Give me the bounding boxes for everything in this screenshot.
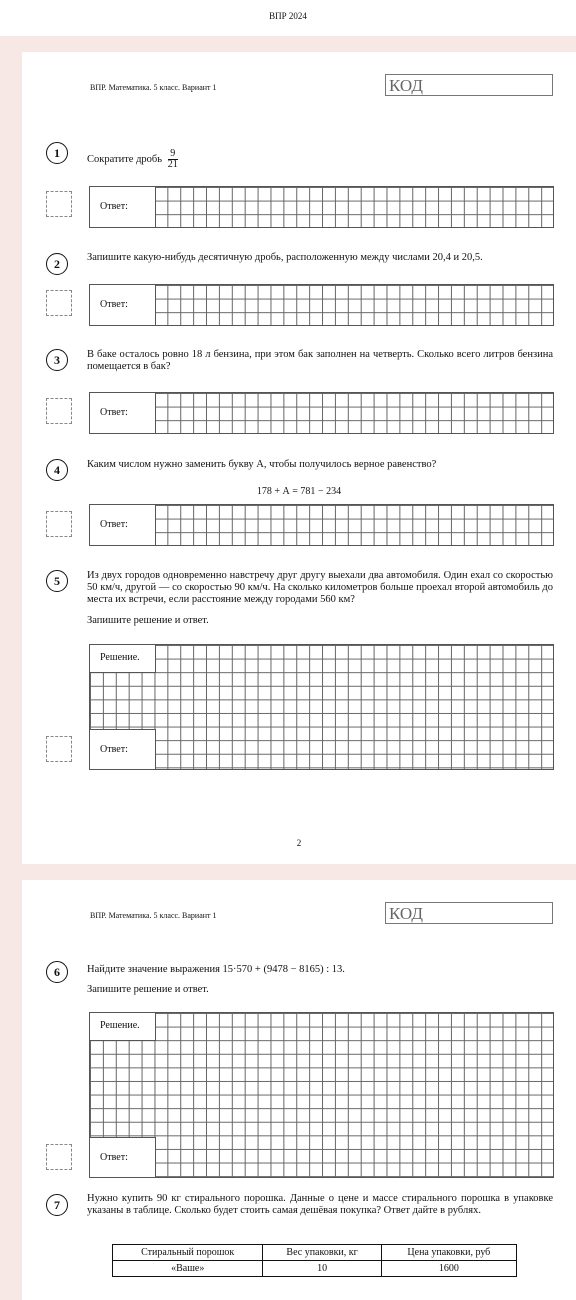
table-cell: «Ваше» [113, 1261, 263, 1277]
question-number: 5 [46, 570, 68, 592]
solution-label: Решение. [90, 645, 156, 673]
table-header: Цена упаковки, руб [381, 1245, 516, 1261]
table-header: Вес упаковки, кг [263, 1245, 381, 1261]
question-6-text: Найдите значение выражения 15·570 + (9478 − 8165) : 13. [87, 964, 345, 975]
question-5-instruction: Запишите решение и ответ. [87, 615, 209, 626]
answer-label: Ответ: [90, 729, 156, 769]
subject-line: ВПР. Математика. 5 класс. Вариант 1 [90, 83, 217, 92]
question-number: 4 [46, 459, 68, 481]
question-7-text: Нужно купить 90 кг стирального порошка. Данные о цене и массе стирального порошка в упаковке указаны в таблице. Сколько будет стоить самая дешёвая покупка? Ответ дайте в рублях. [87, 1193, 553, 1216]
answer-label: Ответ: [90, 505, 156, 545]
answer-label: Ответ: [90, 285, 156, 325]
score-box [46, 736, 72, 762]
solution-label: Решение. [90, 1013, 156, 1041]
question-number: 2 [46, 253, 68, 275]
question-5-text: Из двух городов одновременно навстречу друг другу выехали два автомобиля. Один ехал со скоростью 50 км/ч, другой — со скоростью 90 км/ч. На сколько километров больше проехал второй автомобиль до места их встречи, если расстояние между городами 560 км? [87, 570, 553, 605]
subject-line: ВПР. Математика. 5 класс. Вариант 1 [90, 911, 217, 920]
question-number: 6 [46, 961, 68, 983]
score-box [46, 191, 72, 217]
equation: 178 + А = 781 − 234 [256, 486, 342, 497]
price-table [112, 1244, 517, 1277]
answer-grid-1[interactable] [89, 186, 554, 228]
answer-grid-4[interactable] [89, 504, 554, 546]
answer-grid-2[interactable] [89, 284, 554, 326]
fraction [168, 149, 178, 170]
answer-label: Ответ: [90, 393, 156, 433]
table-header: Стиральный порошок [113, 1245, 263, 1261]
fraction-denominator: 21 [167, 159, 178, 170]
fraction-numerator: 9 [168, 149, 178, 160]
document-title: ВПР 2024 [269, 11, 307, 21]
score-box [46, 511, 72, 537]
kod-field[interactable]: КОД [385, 74, 553, 96]
score-box [46, 398, 72, 424]
table-cell: 10 [263, 1261, 381, 1277]
viewer-top-bar [0, 0, 576, 36]
table-row [113, 1261, 517, 1277]
solution-grid-6[interactable] [89, 1012, 554, 1178]
answer-grid-3[interactable] [89, 392, 554, 434]
question-4-text: Каким числом нужно заменить букву А, чтобы получилось верное равенство? [87, 459, 437, 470]
question-6-instruction: Запишите решение и ответ. [87, 984, 209, 995]
question-number: 7 [46, 1194, 68, 1216]
question-1-text: Сократите дробь [87, 153, 163, 165]
question-number: 1 [46, 142, 68, 164]
score-box [46, 290, 72, 316]
question-number: 3 [46, 349, 68, 371]
page-2 [22, 52, 576, 864]
page-3 [22, 880, 576, 1300]
question-2-text: Запишите какую-нибудь десятичную дробь, расположенную между числами 20,4 и 20,5. [87, 252, 483, 263]
question-text-1 [87, 149, 553, 170]
answer-label: Ответ: [90, 1137, 156, 1177]
table-header-row [113, 1245, 517, 1261]
kod-field[interactable]: КОД [385, 902, 553, 924]
answer-label: Ответ: [90, 187, 156, 227]
solution-grid-5[interactable] [89, 644, 554, 770]
question-3-text: В баке осталось ровно 18 л бензина, при этом бак заполнен на четверть. Сколько всего литров бензина помещается в бак? [87, 349, 553, 372]
score-box [46, 1144, 72, 1170]
page-number: 2 [296, 838, 302, 848]
table-cell: 1600 [381, 1261, 516, 1277]
